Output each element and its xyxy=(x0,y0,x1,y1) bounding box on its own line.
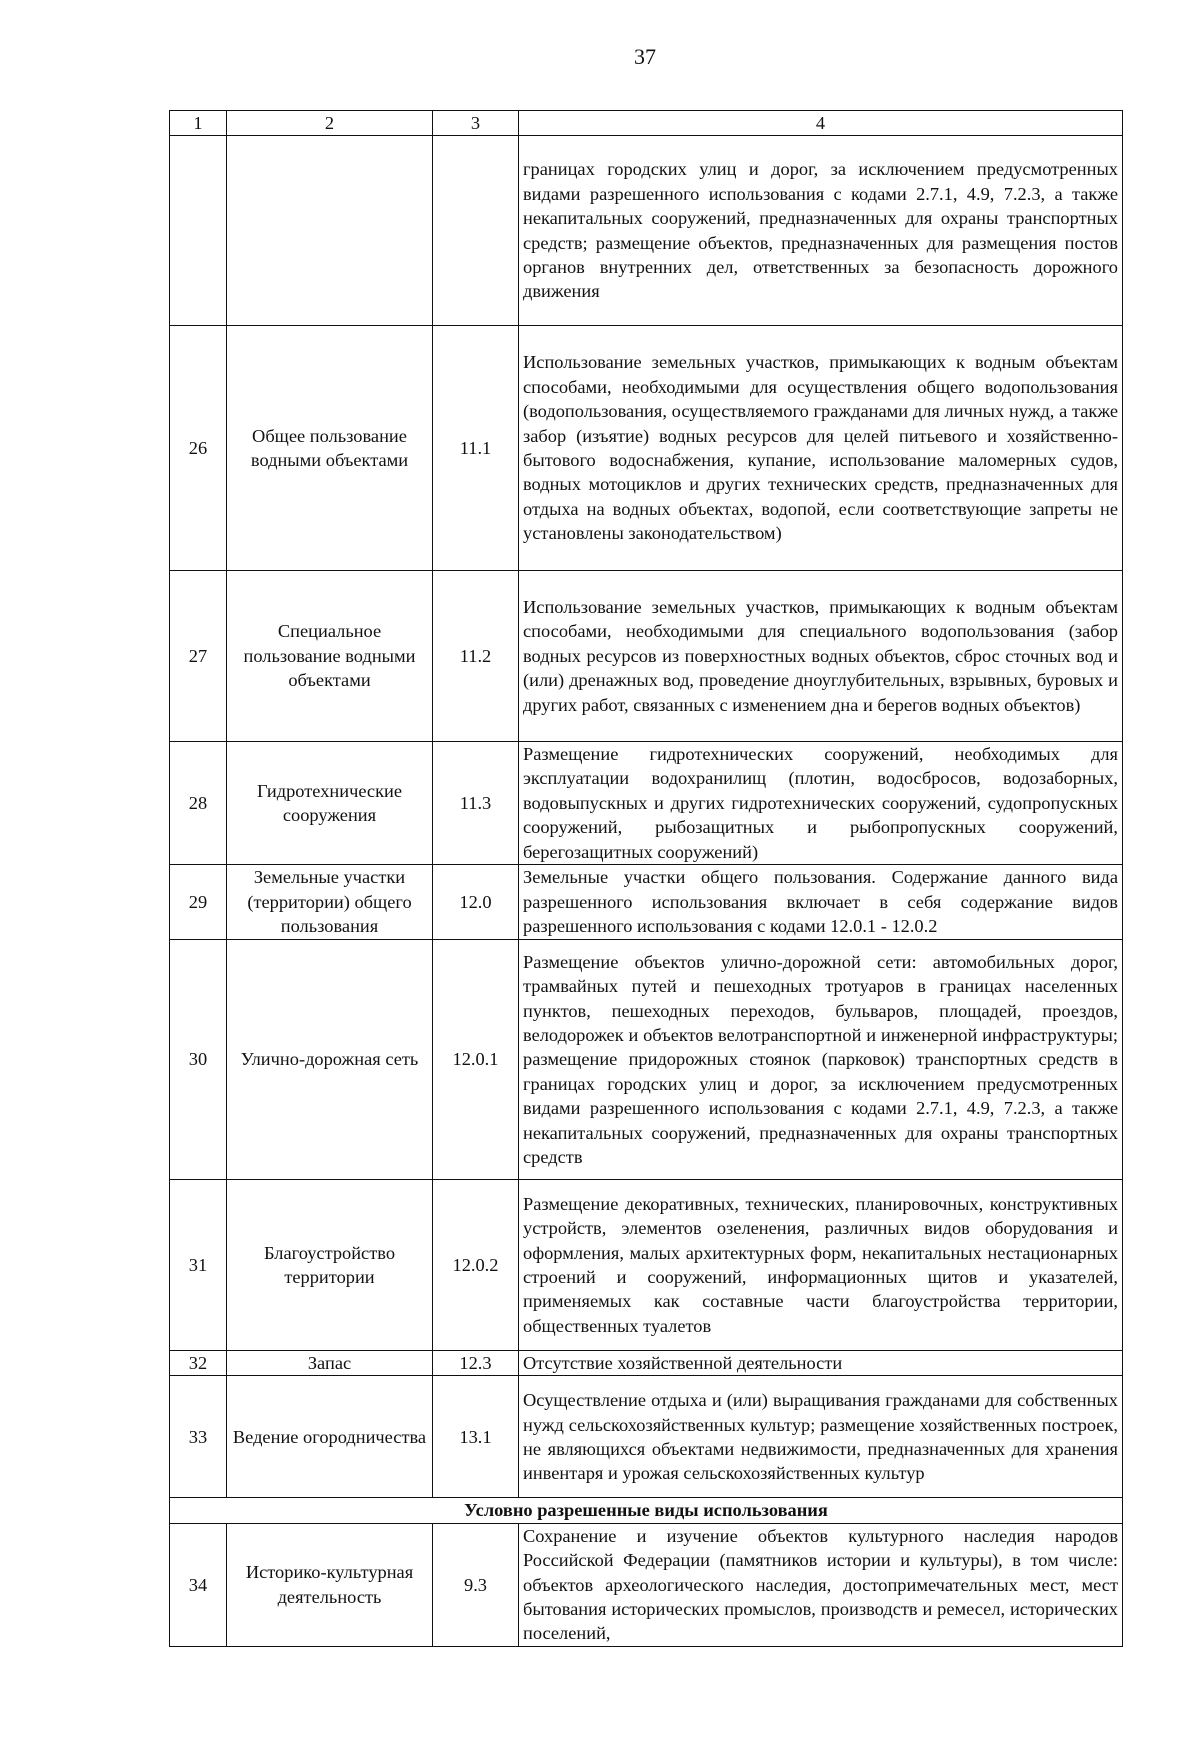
row-number xyxy=(170,136,227,326)
row-description: Отсутствие хозяйственной деятельности xyxy=(519,1351,1123,1376)
table-row xyxy=(170,326,1123,571)
table-header-row xyxy=(170,111,1123,136)
table-row xyxy=(170,865,1123,940)
row-description: Земельные участки общего пользования. Содержание данного вида разрешенного использования включает в себя содержание видов разрешенного использования с кодами 12.0.1 - 12.0.2 xyxy=(519,865,1123,940)
row-number: 31 xyxy=(170,1180,227,1351)
row-number: 29 xyxy=(170,865,227,940)
land-use-table xyxy=(169,110,1123,1647)
row-number: 30 xyxy=(170,940,227,1180)
row-description: Размещение объектов улично-дорожной сети: автомобильных дорог, трамвайных путей и пешеходных тротуаров в границах населенных пунктов, пешеходных переходов, бульваров, площадей, проездов, велодорожек и объектов велотранспортной и инженерной инфраструктуры; размещение придорожных стоянок (парковок) транспортных средств в границах городских улиц и дорог, за исключением предусмотренных видами разрешенного использования с кодами 2.7.1, 4.9, 7.2.3, а также некапитальных сооружений, предназначенных для охраны транспортных средств xyxy=(519,940,1123,1180)
row-code: 11.2 xyxy=(433,571,519,742)
row-code xyxy=(433,136,519,326)
row-name: Специальное пользование водными объектами xyxy=(227,571,433,742)
row-description: Использование земельных участков, примыкающих к водным объектам способами, необходимыми для специального водопользования (забор водных ресурсов из поверхностных водных объектов, сброс сточных вод и (или) дренажных вод, проведение дноуглубительных, взрывных, буровых и других работ, связанных с изменением дна и берегов водных объектов) xyxy=(519,571,1123,742)
row-code: 12.0 xyxy=(433,865,519,940)
row-name xyxy=(227,136,433,326)
table-row xyxy=(170,1523,1123,1646)
row-code: 11.1 xyxy=(433,326,519,571)
row-code: 11.3 xyxy=(433,742,519,865)
column-header-3: 3 xyxy=(433,111,519,136)
row-description: Сохранение и изучение объектов культурного наследия народов Российской Федерации (памятников истории и культуры), в том числе: объектов археологического наследия, достопримечательных мест, мест бытования исторических промыслов, производств и ремесел, исторических поселений, xyxy=(519,1523,1123,1646)
section-header-row xyxy=(170,1498,1123,1523)
table-row xyxy=(170,742,1123,865)
column-header-2: 2 xyxy=(227,111,433,136)
column-header-4: 4 xyxy=(519,111,1123,136)
row-name: Благоустройство территории xyxy=(227,1180,433,1351)
row-name: Улично-дорожная сеть xyxy=(227,940,433,1180)
table-row xyxy=(170,571,1123,742)
row-number: 33 xyxy=(170,1376,227,1498)
row-name: Историко-культурная деятельность xyxy=(227,1523,433,1646)
row-description: границах городских улиц и дорог, за исключением предусмотренных видами разрешенного использования с кодами 2.7.1, 4.9, 7.2.3, а также некапитальных сооружений, предназначенных для охраны транспортных средств; размещение объектов, предназначенных для размещения постов органов внутренних дел, ответственных за безопасность дорожного движения xyxy=(519,136,1123,326)
column-header-1: 1 xyxy=(170,111,227,136)
table-row xyxy=(170,1351,1123,1376)
row-name: Общее пользование водными объектами xyxy=(227,326,433,571)
table-row xyxy=(170,136,1123,326)
row-description: Размещение декоративных, технических, планировочных, конструктивных устройств, элементов озеленения, различных видов оборудования и оформления, малых архитектурных форм, некапитальных нестационарных строений и сооружений, информационных щитов и указателей, применяемых как составные части благоустройства территории, общественных туалетов xyxy=(519,1180,1123,1351)
row-description: Осуществление отдыха и (или) выращивания гражданами для собственных нужд сельскохозяйственных культур; размещение хозяйственных построек, не являющихся объектами недвижимости, предназначенных для хранения инвентаря и урожая сельскохозяйственных культур xyxy=(519,1376,1123,1498)
page-number: 37 xyxy=(634,44,656,69)
row-code: 12.0.1 xyxy=(433,940,519,1180)
row-code: 13.1 xyxy=(433,1376,519,1498)
row-number: 27 xyxy=(170,571,227,742)
section-title: Условно разрешенные виды использования xyxy=(170,1498,1123,1523)
row-number: 28 xyxy=(170,742,227,865)
row-description: Использование земельных участков, примыкающих к водным объектам способами, необходимыми для осуществления общего водопользования (водопользования, осуществляемого гражданами для личных нужд, а также забор (изъятие) водных ресурсов для целей питьевого и хозяйственно-бытового водоснабжения, купание, использование маломерных судов, водных мотоциклов и других технических средств, предназначенных для отдыха на водных объектах, водопой, если соответствующие запреты не установлены законодательством) xyxy=(519,326,1123,571)
row-description: Размещение гидротехнических сооружений, необходимых для эксплуатации водохранилищ (плотин, водосбросов, водозаборных, водовыпускных и других гидротехнических сооружений, судопропускных сооружений, рыбозащитных и рыбопропускных сооружений, берегозащитных сооружений) xyxy=(519,742,1123,865)
row-code: 9.3 xyxy=(433,1523,519,1646)
row-name: Ведение огородничества xyxy=(227,1376,433,1498)
row-name: Земельные участки (территории) общего пользования xyxy=(227,865,433,940)
table-row xyxy=(170,1180,1123,1351)
row-name: Запас xyxy=(227,1351,433,1376)
row-number: 34 xyxy=(170,1523,227,1646)
row-name: Гидротехнические сооружения xyxy=(227,742,433,865)
row-number: 26 xyxy=(170,326,227,571)
row-code: 12.3 xyxy=(433,1351,519,1376)
table-row xyxy=(170,1376,1123,1498)
table-row xyxy=(170,940,1123,1180)
row-number: 32 xyxy=(170,1351,227,1376)
row-code: 12.0.2 xyxy=(433,1180,519,1351)
